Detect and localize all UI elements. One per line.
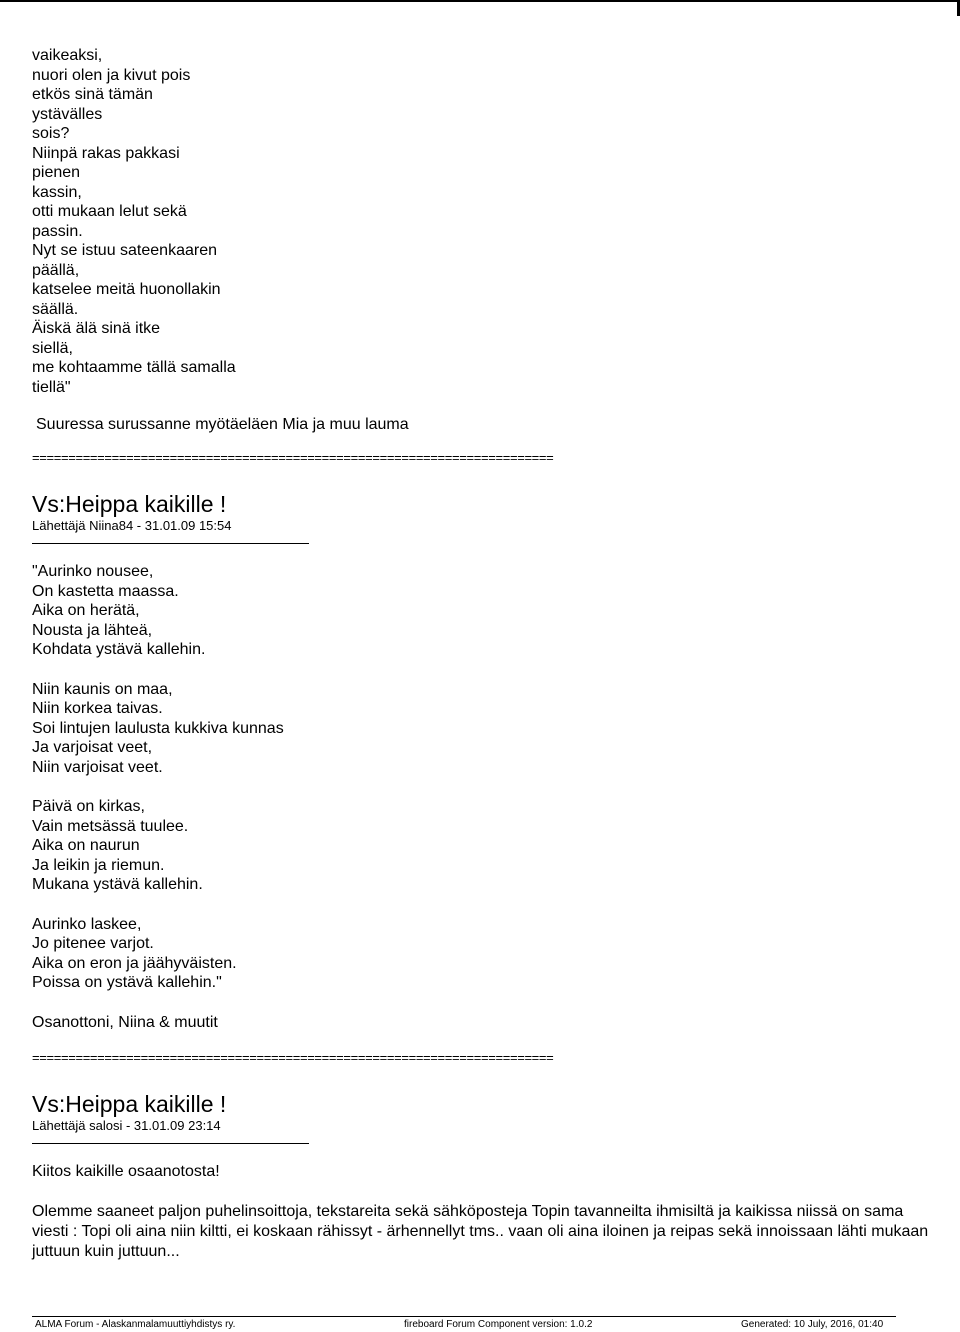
poem-line: säällä.: [32, 300, 79, 318]
post-divider: [32, 1143, 309, 1144]
poem-stanza: [32, 562, 932, 660]
poem-line: passin.: [32, 222, 83, 240]
post-paragraph: Olemme saaneet paljon puhelinsoittoja, tekstareita sekä sähköposteja Topin tavanneilta ihmisiltä ja kaikissa niissä on sama viesti : Topi oli aina niin kiltti, ei koskaan rähissyt - ärhennellyt tms.. vaan oli aina iloinen ja reipas sekä innoissaan lähti mukaan juttuun kuin juttuun...: [32, 1202, 929, 1260]
poem-stanza: [32, 915, 932, 993]
poem-line: Päivä on kirkas,: [32, 798, 145, 815]
poem-line: Nousta ja lähteä,: [32, 621, 153, 639]
poem-line: Kohdata ystävä kallehin.: [32, 641, 206, 658]
post-title: Vs:Heippa kaikille !: [32, 491, 227, 517]
page-footer: [0, 1316, 960, 1332]
poem-stanza: [32, 797, 932, 895]
poem-line: Niin korkea taivas.: [32, 700, 163, 717]
poem-stanza: [32, 680, 932, 778]
post-title: Vs:Heippa kaikille !: [32, 1090, 227, 1117]
poem-line: Ja varjoisat veet,: [32, 739, 153, 756]
poem-line: Mukana ystävä kallehin.: [32, 876, 203, 893]
poem-line: siellä,: [32, 339, 73, 357]
poem-line: Niinpä rakas pakkasi: [32, 144, 180, 162]
poem-line: On kastetta maassa.: [32, 582, 179, 600]
post-body: [32, 562, 932, 1033]
poem-line: "Aurinko nousee,: [32, 563, 154, 580]
poem-line: katselee meitä huonollakin: [32, 281, 221, 298]
poem-line: vaikeaksi,: [32, 47, 103, 64]
poem-line: Poissa on ystävä kallehin.": [32, 974, 222, 991]
poem-line: Ja leikin ja riemun.: [32, 856, 165, 874]
footer-divider: [32, 1316, 896, 1317]
page-content: [32, 46, 932, 1282]
intro-signature: Suuressa surussanne myötäeläen Mia ja muu lauma: [36, 416, 409, 433]
poem-line: sois?: [32, 125, 70, 142]
poem-line: tiellä": [32, 378, 71, 396]
poem-line: Jo pitenee varjot.: [32, 935, 154, 952]
poem-line: me kohtaamme tällä samalla: [32, 359, 236, 376]
footer-version: fireboard Forum Component version: 1.0.2: [404, 1319, 593, 1330]
post-divider: [32, 543, 309, 544]
poem-line: päällä,: [32, 261, 80, 279]
footer-generated: Generated: 10 July, 2016, 01:40: [741, 1319, 884, 1330]
poem-line: etkös sinä tämän: [32, 86, 153, 103]
poem-line: Aika on herätä,: [32, 602, 140, 619]
poem-line: ystävälles: [32, 105, 103, 123]
poem-line: Äiskä älä sinä itke: [32, 320, 161, 337]
poem-line: Niin kaunis on maa,: [32, 680, 173, 698]
intro-poem: [32, 46, 932, 397]
forum-post: [32, 491, 932, 1033]
poem-line: kassin,: [32, 183, 82, 201]
poem-line: Soi lintujen laulusta kukkiva kunnas: [32, 719, 284, 737]
page-top-border: [0, 0, 960, 2]
poem-line: Aika on eron ja jäähyväisten.: [32, 954, 237, 972]
poem-line: Aika on naurun: [32, 837, 140, 854]
post-meta: Lähettäjä salosi - 31.01.09 23:14: [32, 1117, 221, 1133]
poem-line: Aurinko laskee,: [32, 915, 142, 933]
poem-line: Nyt se istuu sateenkaaren: [32, 242, 217, 259]
post-body: [32, 1162, 932, 1262]
poem-line: pienen: [32, 164, 81, 181]
post-separator: ========================================================================: [32, 1049, 554, 1065]
footer-site-name: ALMA Forum - Alaskanmalamuuttiyhdistys ry.: [35, 1319, 236, 1330]
poem-line: nuori olen ja kivut pois: [32, 66, 191, 84]
post-meta: Lähettäjä Niina84 - 31.01.09 15:54: [32, 518, 232, 533]
post-paragraph: Kiitos kaikille osaanotosta!: [32, 1162, 220, 1180]
post-closing: Osanottoni, Niina & muutit: [32, 1013, 218, 1031]
poem-line: otti mukaan lelut sekä: [32, 203, 187, 220]
post-separator: ========================================================================: [32, 450, 554, 465]
forum-post: [32, 1091, 932, 1262]
poem-line: Vain metsässä tuulee.: [32, 817, 189, 835]
poem-line: Niin varjoisat veet.: [32, 758, 163, 776]
